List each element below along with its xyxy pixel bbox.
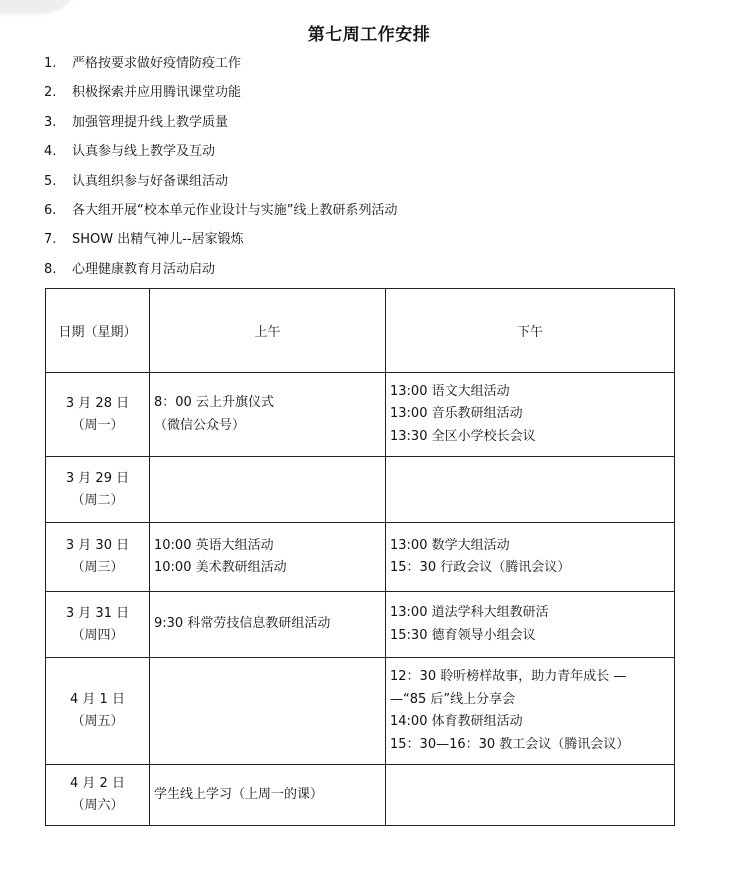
pm-cell [386,765,675,826]
activity-line: 13:00 道法学科大组教研活 [390,605,549,620]
date-cell [46,658,150,765]
task-item [44,55,397,84]
task-text: SHOW 出精气神儿--居家锻炼 [72,232,244,248]
task-item [44,173,397,202]
task-text: 严格按要求做好疫情防疫工作 [72,56,242,71]
task-text: 心理健康教育月活动启动 [72,261,216,277]
activity-line: 15:30 德育领导小组会议 [390,627,536,643]
task-item [44,261,397,290]
task-number: 6. [44,202,57,218]
activity-line: 10:00 英语大组活动 [154,537,274,553]
date-cell [46,523,150,592]
date-cell [46,592,150,658]
weekday-text: （周二） [71,492,124,508]
table-header-row [46,289,675,373]
header-am: 上午 [150,289,386,373]
date-cell [46,373,150,457]
task-item [44,231,397,260]
task-item [44,84,397,113]
activity-line: 13:00 音乐教研组活动 [390,406,523,422]
date-cell [46,765,150,826]
am-cell [150,523,386,592]
task-text: 加强管理提升线上教学质量 [72,114,229,130]
task-text: 各大组开展“校本单元作业设计与实施”线上教研系列活动 [72,202,398,218]
table-row [46,373,675,457]
activity-line: 15：30 行政会议（腾讯会议） [390,560,571,575]
task-item [44,114,397,143]
weekday-text: （周三） [71,560,124,575]
date-text: 4 月 1 日 [70,692,125,707]
task-number: 3. [44,114,57,130]
weekday-text: （周一） [71,417,124,433]
activity-line: 14:00 体育教研组活动 [390,714,523,729]
am-cell [150,658,386,765]
task-number: 1. [44,56,57,71]
date-text: 3 月 30 日 [65,538,130,553]
activity-line: 13:00 数学大组活动 [390,537,510,553]
table-row [46,658,675,765]
page-title: 第七周工作安排 [307,25,431,45]
table-row [46,592,675,658]
table-row [46,523,675,592]
activity-line: 8：00 云上升旗仪式 [154,395,274,410]
activity-line: 10:00 美术教研组活动 [154,560,287,575]
activity-line: 15：30—16：30 教工会议（腾讯会议） [390,736,630,752]
task-text: 认真参与线上教学及互动 [72,144,216,160]
date-text: 3 月 28 日 [65,395,130,411]
am-cell [150,592,386,658]
task-number: 7. [44,232,57,248]
activity-line: 12：30 聆听榜样故事，助力青年成长 — [390,669,627,684]
pm-cell [386,658,675,765]
task-number: 5. [44,173,57,189]
weekday-text: （周五） [71,714,124,729]
am-cell [150,765,386,826]
task-text: 积极探索并应用腾讯课堂功能 [72,85,242,101]
pm-cell [386,592,675,658]
task-list [44,55,397,290]
task-number: 4. [44,144,57,160]
activity-line: 13:30 全区小学校长会议 [390,428,536,444]
task-number: 8. [44,261,57,277]
pm-cell [386,523,675,592]
pm-cell [386,457,675,523]
date-text: 3 月 29 日 [65,470,130,486]
task-text: 认真组织参与好备课组活动 [72,173,229,189]
date-text: 3 月 31 日 [65,605,130,621]
weekday-text: （周四） [71,627,124,643]
table-row [46,765,675,826]
window-corner-shadow [0,0,80,12]
header-pm: 下午 [386,289,675,373]
date-text: 4 月 2 日 [70,776,125,791]
weekday-text: （周六） [71,798,124,813]
am-cell [150,457,386,523]
pm-cell [386,373,675,457]
task-number: 2. [44,85,57,101]
activity-line: —“85 后”线上分享会 [390,691,516,707]
header-date: 日期（星期） [46,289,150,373]
task-item [44,143,397,172]
schedule-table [45,288,675,826]
activity-line: 学生线上学习（上周一的课） [154,786,324,802]
date-cell [46,457,150,523]
activity-line: （微信公众号） [154,417,246,433]
am-cell [150,373,386,457]
table-row [46,457,675,523]
activity-line: 13:00 语文大组活动 [390,383,510,399]
task-item [44,202,397,231]
activity-line: 9:30 科常劳技信息教研组活动 [154,616,331,632]
